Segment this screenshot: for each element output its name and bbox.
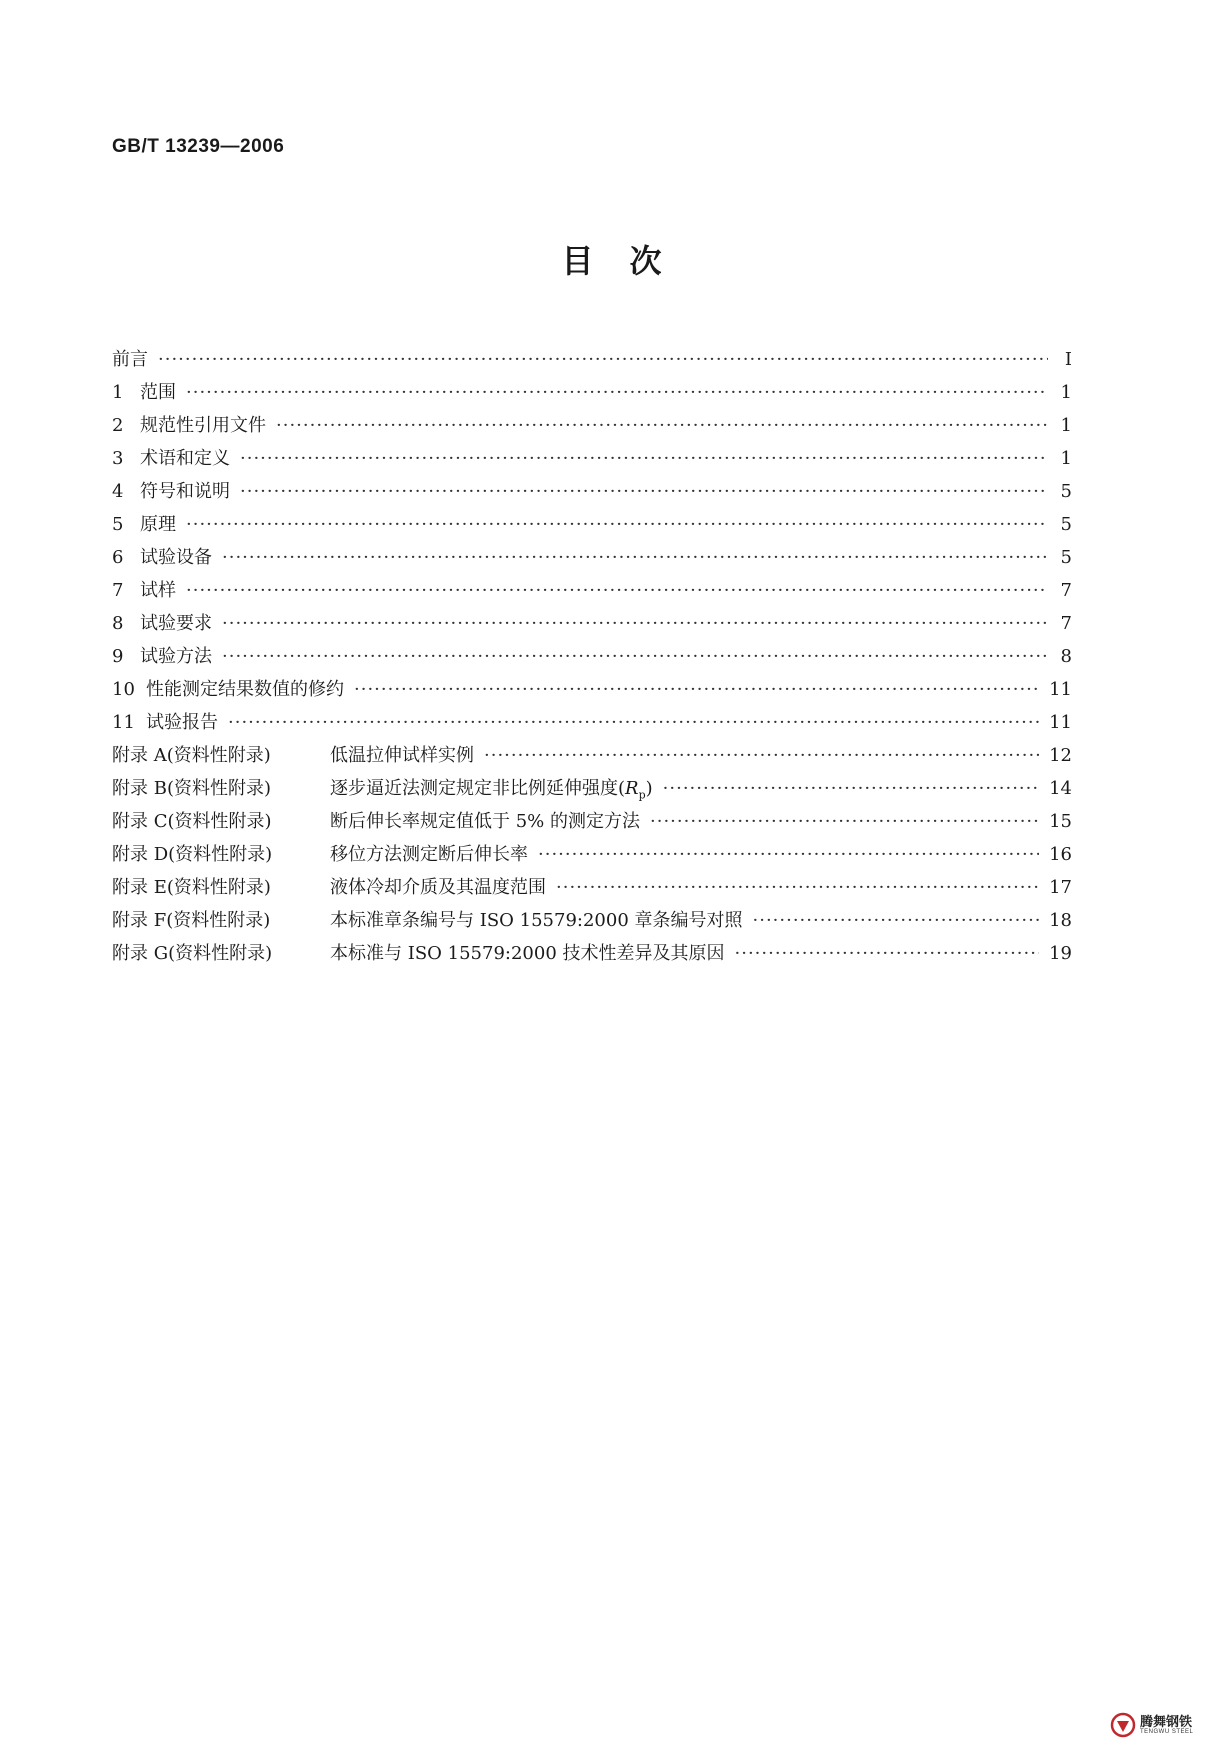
logo-text-cn: 腾舞钢铁 (1140, 1714, 1193, 1730)
toc-entry-number: 8 (112, 613, 124, 634)
toc-entry-number: 9 (112, 646, 124, 667)
toc-entry-number: 3 (112, 448, 124, 469)
dot-leader (538, 844, 1039, 865)
toc-entry-label: 范围 (140, 382, 176, 403)
annex-label: 附录 C(资料性附录) (112, 811, 272, 832)
dot-leader (240, 448, 1048, 469)
toc-entry-foreword[interactable] (112, 345, 1072, 378)
toc-entry-10[interactable] (112, 675, 1072, 708)
toc-entry-page: 11 (1049, 712, 1072, 733)
dot-leader (484, 745, 1039, 766)
annex-title: 断后伸长率规定值低于 5% 的测定方法 (330, 811, 640, 832)
dot-leader (276, 415, 1048, 436)
toc-annex-c[interactable] (112, 807, 1072, 840)
toc-entry-page: 1 (1060, 415, 1072, 436)
toc-entry-number: 11 (112, 712, 135, 733)
toc-entry-number: 4 (112, 481, 124, 502)
annex-title: 低温拉伸试样实例 (330, 745, 474, 766)
toc-entry-label: 性能测定结果数值的修约 (146, 679, 344, 700)
toc-entry-number: 1 (112, 382, 124, 403)
toc-entry-page: 7 (1060, 580, 1072, 601)
annex-title: 液体冷却介质及其温度范围 (330, 877, 546, 898)
toc-annex-b[interactable] (112, 774, 1072, 807)
toc-annex-f[interactable] (112, 906, 1072, 939)
toc-entry-8[interactable] (112, 609, 1072, 642)
toc-entry-page: 11 (1049, 679, 1072, 700)
annex-page: 14 (1049, 778, 1072, 799)
annex-page: 19 (1049, 943, 1072, 964)
toc-entry-label: 术语和定义 (140, 448, 230, 469)
dot-leader (753, 910, 1040, 931)
toc-entry-page: 8 (1060, 646, 1072, 667)
toc-entry-page: 5 (1060, 547, 1072, 568)
toc-entry-label: 试验报告 (146, 712, 218, 733)
dot-leader (158, 349, 1048, 370)
annex-label: 附录 F(资料性附录) (112, 910, 271, 931)
annex-page: 12 (1049, 745, 1072, 766)
toc-entry-number: 7 (112, 580, 124, 601)
toc-entry-label: 原理 (140, 514, 176, 535)
toc-entry-11[interactable] (112, 708, 1072, 741)
annex-label: 附录 G(资料性附录) (112, 943, 273, 964)
annex-page: 16 (1049, 844, 1072, 865)
toc-entry-2[interactable] (112, 411, 1072, 444)
tengwu-logo-icon (1110, 1712, 1136, 1738)
toc-entry-page: 1 (1060, 448, 1072, 469)
annex-page: 18 (1049, 910, 1072, 931)
dot-leader (186, 382, 1048, 403)
annex-label: 附录 D(资料性附录) (112, 844, 273, 865)
toc-entry-page: 5 (1060, 514, 1072, 535)
dot-leader (228, 712, 1039, 733)
toc-annex-e[interactable] (112, 873, 1072, 906)
dot-leader (186, 514, 1048, 535)
toc-entry-9[interactable] (112, 642, 1072, 675)
toc-entry-1[interactable] (112, 378, 1072, 411)
toc-annex-a[interactable] (112, 741, 1072, 774)
symbol-r: R (625, 778, 639, 799)
annex-page: 15 (1049, 811, 1072, 832)
toc-entry-4[interactable] (112, 477, 1072, 510)
annex-label: 附录 A(资料性附录) (112, 745, 271, 766)
logo-text-en: TENGWU STEEL (1140, 1728, 1194, 1735)
dot-leader (240, 481, 1048, 502)
toc-entry-label: 符号和说明 (140, 481, 230, 502)
annex-title: 本标准章条编号与 ISO 15579:2000 章条编号对照 (330, 910, 743, 931)
annex-title-close: ) (645, 778, 653, 799)
toc-entry-label: 试验方法 (140, 646, 212, 667)
annex-title: 本标准与 ISO 15579:2000 技术性差异及其原因 (330, 943, 725, 964)
dot-leader (354, 679, 1039, 700)
symbol-subscript: p (638, 788, 646, 802)
annex-title-text: 逐步逼近法测定规定非比例延伸强度( (330, 778, 626, 799)
annex-title: 移位方法测定断后伸长率 (330, 844, 528, 865)
dot-leader (556, 877, 1039, 898)
toc-annex-g[interactable] (112, 939, 1072, 972)
dot-leader (735, 943, 1040, 964)
toc-entry-label: 规范性引用文件 (140, 415, 266, 436)
toc-entry-7[interactable] (112, 576, 1072, 609)
dot-leader (222, 547, 1048, 568)
toc-entry-3[interactable] (112, 444, 1072, 477)
brand-logo (1110, 1712, 1193, 1738)
toc-entry-6[interactable] (112, 543, 1072, 576)
annex-page: 17 (1049, 877, 1072, 898)
standard-code: GB/T 13239—2006 (112, 136, 285, 157)
toc-entry-page: 7 (1060, 613, 1072, 634)
annex-label: 附录 E(资料性附录) (112, 877, 271, 898)
annex-label: 附录 B(资料性附录) (112, 778, 271, 799)
toc-entry-number: 6 (112, 547, 124, 568)
dot-leader (222, 646, 1048, 667)
toc-entry-number: 5 (112, 514, 124, 535)
annex-title (330, 774, 653, 802)
toc-entry-label: 试验设备 (140, 547, 212, 568)
toc-entry-label: 试样 (140, 580, 176, 601)
dot-leader (222, 613, 1048, 634)
toc-list (112, 345, 1072, 972)
toc-entry-page: I (1064, 349, 1072, 370)
page-title: 目 次 (561, 242, 664, 280)
dot-leader (650, 811, 1039, 832)
toc-entry-number: 10 (112, 679, 135, 700)
toc-entry-label: 前言 (112, 349, 148, 370)
toc-annex-d[interactable] (112, 840, 1072, 873)
toc-entry-page: 5 (1060, 481, 1072, 502)
dot-leader (663, 778, 1039, 799)
toc-entry-number: 2 (112, 415, 124, 436)
dot-leader (186, 580, 1048, 601)
toc-entry-5[interactable] (112, 510, 1072, 543)
toc-entry-label: 试验要求 (140, 613, 212, 634)
toc-entry-page: 1 (1060, 382, 1072, 403)
